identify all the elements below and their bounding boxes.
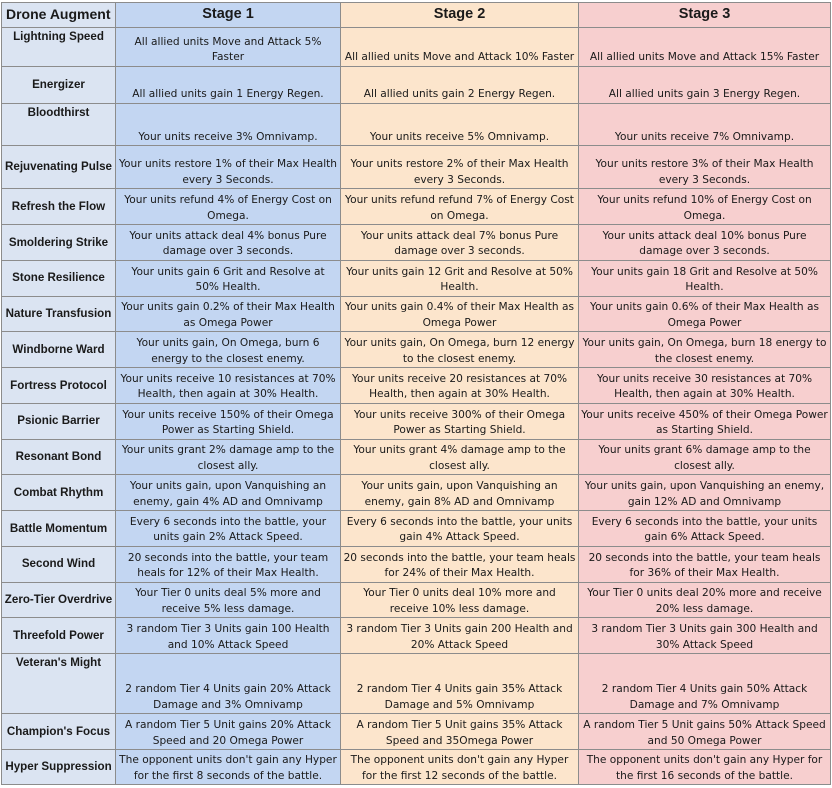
stage-3-effect: Your units receive 30 resistances at 70% Health, then again at 30% Health. bbox=[579, 368, 831, 404]
table-row bbox=[2, 103, 831, 146]
augment-name: Fortress Protocol bbox=[2, 368, 116, 404]
stage-2-effect: A random Tier 5 Unit gains 35% Attack Speed and 35Omega Power bbox=[341, 714, 579, 750]
stage-2-effect: Every 6 seconds into the battle, your units gain 4% Attack Speed. bbox=[341, 511, 579, 547]
table-row bbox=[2, 403, 831, 439]
stage-1-effect: 3 random Tier 3 Units gain 100 Health and 10% Attack Speed bbox=[116, 618, 341, 654]
stage-2-effect: 3 random Tier 3 Units gain 200 Health and 20% Attack Speed bbox=[341, 618, 579, 654]
augment-name: Zero-Tier Overdrive bbox=[2, 582, 116, 618]
stage-3-effect: Your units gain 0.6% of their Max Health as Omega Power bbox=[579, 296, 831, 332]
stage-1-effect: Your units gain, upon Vanquishing an enemy, gain 4% AD and Omnivamp bbox=[116, 475, 341, 511]
augment-name: Veteran's Might bbox=[2, 654, 116, 714]
augment-name: Champion's Focus bbox=[2, 714, 116, 750]
stage-1-effect: Your units gain, On Omega, burn 6 energy to the closest enemy. bbox=[116, 332, 341, 368]
stage-2-effect: Your units receive 300% of their Omega Power as Starting Shield. bbox=[341, 403, 579, 439]
stage-2-effect: Your units receive 20 resistances at 70% Health, then again at 30% Health. bbox=[341, 368, 579, 404]
stage-2-effect: Your units gain 0.4% of their Max Health as Omega Power bbox=[341, 296, 579, 332]
table-body bbox=[2, 28, 831, 785]
stage-1-effect: Your units receive 3% Omnivamp. bbox=[116, 103, 341, 146]
table-row bbox=[2, 475, 831, 511]
stage-3-effect: The opponent units don't gain any Hyper for the first 16 seconds of the battle. bbox=[579, 750, 831, 785]
stage-1-effect: Your units receive 10 resistances at 70% Health, then again at 30% Health. bbox=[116, 368, 341, 404]
augment-name: Battle Momentum bbox=[2, 511, 116, 547]
stage-2-effect: 2 random Tier 4 Units gain 35% Attack Damage and 5% Omnivamp bbox=[341, 654, 579, 714]
table-row bbox=[2, 439, 831, 475]
stage-2-effect: Your units refund refund 7% of Energy Cost on Omega. bbox=[341, 189, 579, 225]
augment-name: Nature Transfusion bbox=[2, 296, 116, 332]
table-row bbox=[2, 368, 831, 404]
table-row bbox=[2, 296, 831, 332]
stage-3-effect: Your units gain, On Omega, burn 18 energy to the closest enemy. bbox=[579, 332, 831, 368]
stage-3-effect: Your units refund 10% of Energy Cost on Omega. bbox=[579, 189, 831, 225]
augment-name: Windborne Ward bbox=[2, 332, 116, 368]
table-row bbox=[2, 260, 831, 296]
stage-2-effect: Your units gain, upon Vanquishing an enemy, gain 8% AD and Omnivamp bbox=[341, 475, 579, 511]
table-row bbox=[2, 546, 831, 582]
stage-3-effect: Your Tier 0 units deal 20% more and receive 20% less damage. bbox=[579, 582, 831, 618]
stage-1-effect: 20 seconds into the battle, your team heals for 12% of their Max Health. bbox=[116, 546, 341, 582]
table-row bbox=[2, 66, 831, 103]
stage-3-effect: Your units grant 6% damage amp to the closest ally. bbox=[579, 439, 831, 475]
stage-1-effect: Your units refund 4% of Energy Cost on Omega. bbox=[116, 189, 341, 225]
header-stage-1: Stage 1 bbox=[116, 3, 341, 28]
stage-2-effect: Your units grant 4% damage amp to the closest ally. bbox=[341, 439, 579, 475]
augment-name: Second Wind bbox=[2, 546, 116, 582]
stage-3-effect: 3 random Tier 3 Units gain 300 Health and 30% Attack Speed bbox=[579, 618, 831, 654]
stage-3-effect: All allied units gain 3 Energy Regen. bbox=[579, 66, 831, 103]
stage-1-effect: Your units attack deal 4% bonus Pure damage over 3 seconds. bbox=[116, 225, 341, 261]
stage-3-effect: 2 random Tier 4 Units gain 50% Attack Damage and 7% Omnivamp bbox=[579, 654, 831, 714]
stage-1-effect: All allied units gain 1 Energy Regen. bbox=[116, 66, 341, 103]
stage-1-effect: Your units restore 1% of their Max Health every 3 Seconds. bbox=[116, 146, 341, 189]
table-row bbox=[2, 511, 831, 547]
stage-3-effect: Every 6 seconds into the battle, your units gain 6% Attack Speed. bbox=[579, 511, 831, 547]
stage-1-effect: Your units receive 150% of their Omega Power as Starting Shield. bbox=[116, 403, 341, 439]
header-stage-3: Stage 3 bbox=[579, 3, 831, 28]
augment-name: Lightning Speed bbox=[2, 28, 116, 67]
stage-3-effect: A random Tier 5 Unit gains 50% Attack Speed and 50 Omega Power bbox=[579, 714, 831, 750]
stage-3-effect: Your units gain 18 Grit and Resolve at 50% Health. bbox=[579, 260, 831, 296]
stage-3-effect: Your units receive 450% of their Omega Power as Starting Shield. bbox=[579, 403, 831, 439]
augment-name: Resonant Bond bbox=[2, 439, 116, 475]
augment-name: Stone Resilience bbox=[2, 260, 116, 296]
table-row bbox=[2, 332, 831, 368]
stage-1-effect: A random Tier 5 Unit gains 20% Attack Speed and 20 Omega Power bbox=[116, 714, 341, 750]
stage-3-effect: Your units receive 7% Omnivamp. bbox=[579, 103, 831, 146]
stage-1-effect: Your units gain 6 Grit and Resolve at 50% Health. bbox=[116, 260, 341, 296]
stage-2-effect: Your units gain, On Omega, burn 12 energy to the closest enemy. bbox=[341, 332, 579, 368]
header-row bbox=[2, 3, 831, 28]
stage-1-effect: Your Tier 0 units deal 5% more and receive 5% less damage. bbox=[116, 582, 341, 618]
table-row bbox=[2, 225, 831, 261]
augment-name: Bloodthirst bbox=[2, 103, 116, 146]
table-row bbox=[2, 750, 831, 785]
stage-2-effect: Your units gain 12 Grit and Resolve at 50% Health. bbox=[341, 260, 579, 296]
stage-2-effect: Your units attack deal 7% bonus Pure damage over 3 seconds. bbox=[341, 225, 579, 261]
stage-2-effect: All allied units Move and Attack 10% Faster bbox=[341, 28, 579, 67]
stage-2-effect: 20 seconds into the battle, your team heals for 24% of their Max Health. bbox=[341, 546, 579, 582]
stage-2-effect: Your units receive 5% Omnivamp. bbox=[341, 103, 579, 146]
stage-3-effect: All allied units Move and Attack 15% Faster bbox=[579, 28, 831, 67]
augment-name: Refresh the Flow bbox=[2, 189, 116, 225]
stage-1-effect: The opponent units don't gain any Hyper for the first 8 seconds of the battle. bbox=[116, 750, 341, 785]
stage-2-effect: Your units restore 2% of their Max Health every 3 Seconds. bbox=[341, 146, 579, 189]
stage-1-effect: Your units grant 2% damage amp to the closest ally. bbox=[116, 439, 341, 475]
augment-name: Threefold Power bbox=[2, 618, 116, 654]
stage-1-effect: Your units gain 0.2% of their Max Health as Omega Power bbox=[116, 296, 341, 332]
stage-2-effect: All allied units gain 2 Energy Regen. bbox=[341, 66, 579, 103]
augment-table bbox=[1, 2, 831, 785]
stage-3-effect: Your units restore 3% of their Max Health every 3 Seconds. bbox=[579, 146, 831, 189]
stage-1-effect: 2 random Tier 4 Units gain 20% Attack Damage and 3% Omnivamp bbox=[116, 654, 341, 714]
table-row bbox=[2, 28, 831, 67]
header-stage-2: Stage 2 bbox=[341, 3, 579, 28]
table-row bbox=[2, 714, 831, 750]
augment-name: Psionic Barrier bbox=[2, 403, 116, 439]
table-row bbox=[2, 654, 831, 714]
stage-1-effect: Every 6 seconds into the battle, your units gain 2% Attack Speed. bbox=[116, 511, 341, 547]
augment-name: Combat Rhythm bbox=[2, 475, 116, 511]
augment-name: Smoldering Strike bbox=[2, 225, 116, 261]
augment-name: Rejuvenating Pulse bbox=[2, 146, 116, 189]
stage-3-effect: 20 seconds into the battle, your team heals for 36% of their Max Health. bbox=[579, 546, 831, 582]
table-row bbox=[2, 146, 831, 189]
augment-name: Energizer bbox=[2, 66, 116, 103]
stage-3-effect: Your units attack deal 10% bonus Pure damage over 3 seconds. bbox=[579, 225, 831, 261]
stage-1-effect: All allied units Move and Attack 5% Faster bbox=[116, 28, 341, 67]
table-row bbox=[2, 618, 831, 654]
header-drone-augment: Drone Augment bbox=[2, 3, 116, 28]
augment-name: Hyper Suppression bbox=[2, 750, 116, 785]
stage-2-effect: The opponent units don't gain any Hyper for the first 12 seconds of the battle. bbox=[341, 750, 579, 785]
stage-2-effect: Your Tier 0 units deal 10% more and receive 10% less damage. bbox=[341, 582, 579, 618]
table-row bbox=[2, 582, 831, 618]
table-row bbox=[2, 189, 831, 225]
stage-3-effect: Your units gain, upon Vanquishing an enemy, gain 12% AD and Omnivamp bbox=[579, 475, 831, 511]
